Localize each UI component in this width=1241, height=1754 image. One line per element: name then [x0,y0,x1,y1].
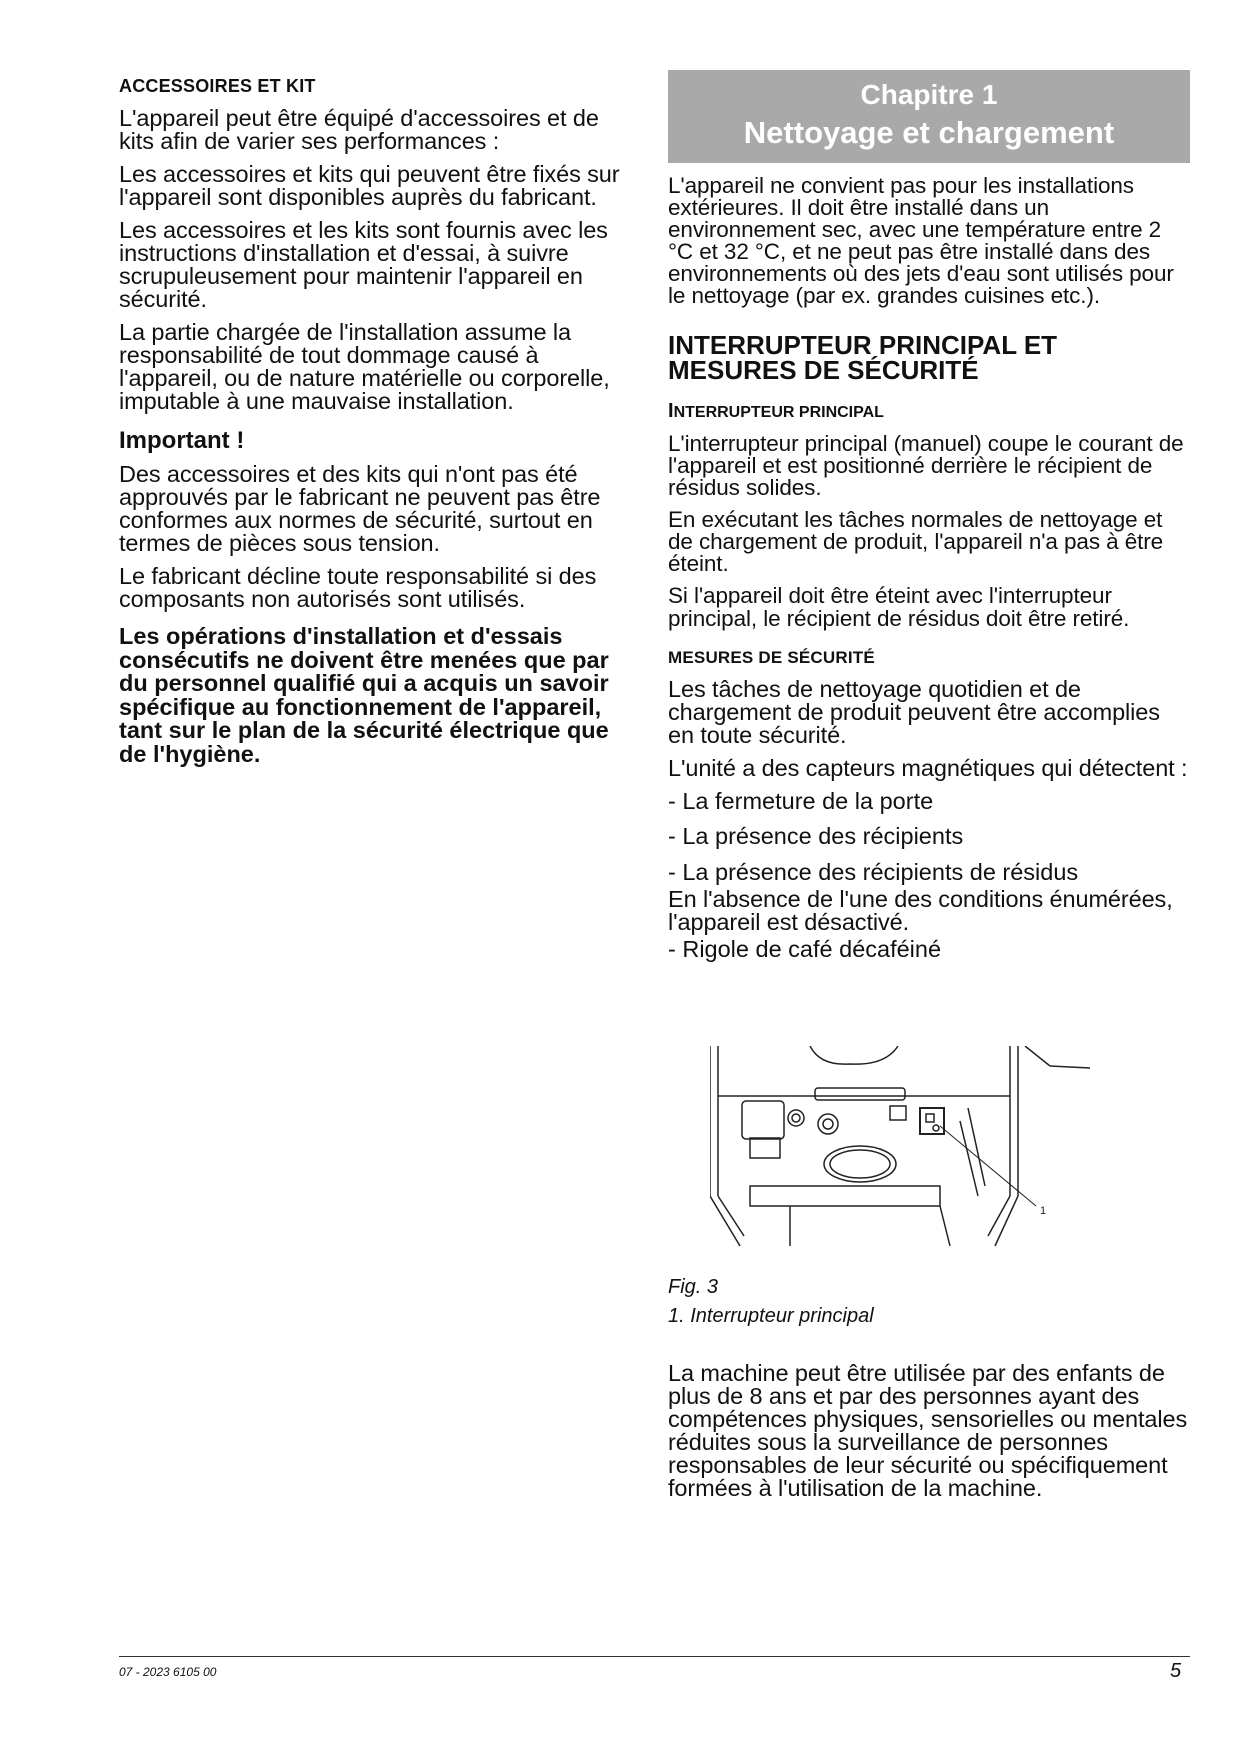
safety-warning-paragraph: Les opérations d'installation et d'essais consécutifs ne doivent être menées que par du personnel qualifié qui a acquis un savoir spécifique au fonctionnement de l'appareil, tant sur le plan de la sécurité électrique que de l'hygiène. [119,623,609,767]
paragraph: L'appareil peut être équipé d'accessoires et de kits afin de varier ses performances : [119,105,599,155]
figure-callout-number: 1 [1040,1204,1047,1217]
subheading-mesures-securite: MESURES DE SÉCURITÉ [668,647,875,667]
paragraph: Les tâches de nettoyage quotidien et de chargement de produit peuvent être accomplies en toute sécurité. [668,675,1160,748]
paragraph: Des accessoires et des kits qui n'ont pas été approuvés par le fabricant ne peuvent pas être conformes aux normes de sécurité, surtout en termes de pièces sous tension. [119,461,601,557]
list-item: - La présence des récipients de résidus [668,858,1079,885]
paragraph: La partie chargée de l'installation assume la responsabilité de tout dommage causé à l'appareil, ou de nature matérielle ou corporelle, imputable à une mauvaise installation. [119,319,610,415]
section-heading-accessoires: ACCESSOIRES ET KIT [119,76,316,96]
important-heading: Important ! [119,427,245,455]
list-item: - Rigole de café décaféiné [668,936,942,963]
subheading-interrupteur-principal [668,400,1190,423]
paragraph: Le fabricant décline toute responsabilité si des composants non autorisés sont utilisés. [119,563,597,613]
chapter-banner [668,70,1190,163]
section-heading-interrupteur: INTERRUPTEUR PRINCIPAL ET MESURES DE SÉCURITÉ [668,329,1058,385]
list-item: - La fermeture de la porte [668,787,934,814]
paragraph: L'appareil ne convient pas pour les installations extérieures. Il doit être installé dans un environnement sec, avec une température entre 2 °C et 32 °C, et ne peut pas être installé dans des environnements où des jets d'eau sont utilisés pour le nettoyage (par ex. grandes cuisines etc.). [668,172,1174,308]
figure-main-switch-illustration [710,1046,1130,1266]
paragraph: La machine peut être utilisée par des enfants de plus de 8 ans et par des personnes ayant des compétences physiques, sensorielles ou mentales réduites sous la surveillance de personnes responsables de leur sécurité ou spécifiquement formées à l'utilisation de la machine. [668,1359,1188,1501]
paragraph: Les accessoires et les kits sont fournis avec les instructions d'installation et d'essai, à suivre scrupuleusement pour maintenir l'appareil en sécurité. [119,217,608,313]
right-column [668,70,1190,1510]
list-item: - La présence des récipients [668,823,964,850]
paragraph: En l'absence de l'une des conditions énumérées, l'appareil est désactivé. [668,886,1173,936]
chapter-number: Chapitre 1 [860,79,998,110]
left-column [119,70,639,790]
chapter-title: Nettoyage et chargement [743,114,1115,150]
figure-label: Fig. 3 [668,1275,719,1298]
paragraph: L'unité a des capteurs magnétiques qui détectent : [668,754,1188,781]
subheading-rest: NTERRUPTEUR PRINCIPAL [673,404,884,422]
footer-divider [119,1656,1190,1657]
paragraph: L'interrupteur principal (manuel) coupe le courant de l'appareil et est positionné derrière le récipient de résidus solides. [668,431,1184,501]
page-number: 5 [1170,1660,1182,1682]
paragraph: Les accessoires et kits qui peuvent être fixés sur l'appareil sont disponibles auprès du fabricant. [119,161,620,211]
paragraph: En exécutant les tâches normales de nettoyage et de chargement de produit, l'appareil n'a pas à être éteint. [668,507,1164,577]
figure-caption: 1. Interrupteur principal [668,1304,874,1327]
machine-interior-drawing [710,1046,1130,1266]
footer-doc-code: 07 - 2023 6105 00 [119,1665,217,1679]
subheading-initial: I [668,400,674,423]
paragraph: Si l'appareil doit être éteint avec l'interrupteur principal, le récipient de résidus doit être retiré. [668,583,1130,631]
